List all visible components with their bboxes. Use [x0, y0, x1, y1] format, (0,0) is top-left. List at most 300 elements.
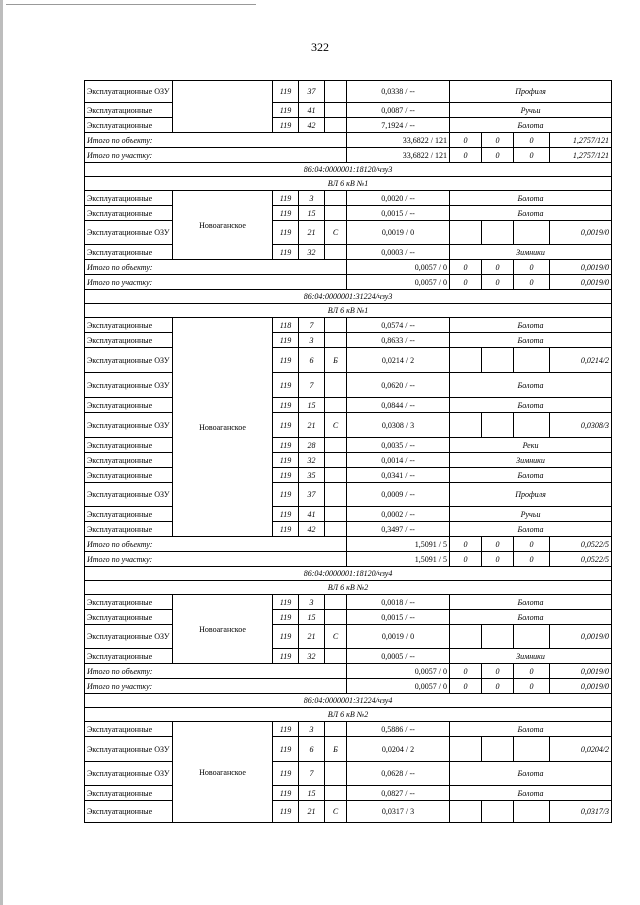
quarter-cell: 119 — [273, 737, 299, 762]
vydel-cell: 6 — [299, 737, 325, 762]
land-category-cell: Эксплуатационные ОЗУ — [85, 737, 173, 762]
total-col-3: 0 — [514, 275, 550, 290]
area-cell: 0,0057 / 0 — [347, 664, 450, 679]
area-value: 0,0035 — [381, 440, 404, 450]
area-cell: 0,0018 / -- — [347, 595, 450, 610]
power-line-header: ВЛ 6 кВ №2 — [85, 581, 612, 595]
quarter-cell: 119 — [273, 398, 299, 413]
total-col-4: 0,0019/0 — [550, 664, 612, 679]
vydel-cell: 21 — [299, 625, 325, 649]
quarter-cell: 119 — [273, 438, 299, 453]
land-category-cell: Эксплуатационные — [85, 610, 173, 625]
total-col-1: 0 — [450, 148, 482, 163]
total-col-4: 0,0522/5 — [550, 537, 612, 552]
land-type-cell: Ручьи — [450, 103, 612, 118]
area-value: 0,0057 — [414, 681, 437, 691]
table-row — [85, 453, 612, 468]
count-value: -- — [409, 455, 415, 465]
table-row — [85, 625, 612, 649]
quarter-cell: 119 — [273, 103, 299, 118]
area-cell: 0,0844 / -- — [347, 398, 450, 413]
land-category-cell: Эксплуатационные ОЗУ — [85, 373, 173, 398]
land-type-cell: Болота — [450, 522, 612, 537]
area-value: 1,5091 — [414, 539, 437, 549]
vydel-cell: 42 — [299, 118, 325, 133]
land-category-cell: Эксплуатационные — [85, 453, 173, 468]
total-col-2: 0 — [482, 148, 514, 163]
total-col-3: 0 — [514, 552, 550, 567]
area-value: 0,0341 — [381, 470, 404, 480]
area-value: 0,0620 — [381, 380, 404, 390]
land-type-cell: Реки — [450, 438, 612, 453]
count-value: -- — [409, 724, 415, 734]
count-value: 0 — [443, 666, 447, 676]
power-line-header: ВЛ 6 кВ №2 — [85, 708, 612, 722]
quarter-cell: 119 — [273, 610, 299, 625]
category-cell — [325, 483, 347, 507]
category-cell — [325, 206, 347, 221]
area-cell: 1,5091 / 5 — [347, 552, 450, 567]
count-value: 121 — [435, 135, 447, 145]
count-value: -- — [409, 400, 415, 410]
land-category-cell: Эксплуатационные — [85, 191, 173, 206]
area-value: 0,0015 — [381, 612, 404, 622]
table-row — [85, 118, 612, 133]
total-col-4: 1,2757/121 — [550, 148, 612, 163]
empty-cell — [450, 625, 482, 649]
quarter-cell: 119 — [273, 453, 299, 468]
area-value: 33,6822 — [402, 135, 429, 145]
count-value: -- — [409, 105, 415, 115]
area-cell: 0,0204 / 2 — [347, 737, 450, 762]
area-value: 0,0057 — [414, 666, 437, 676]
empty-cell — [450, 348, 482, 373]
total-col-4: 0,0019/0 — [550, 275, 612, 290]
area-cell: 0,0827 / -- — [347, 786, 450, 801]
table-row — [85, 610, 612, 625]
total-col-4: 0,0019/0 — [550, 679, 612, 694]
category-cell — [325, 507, 347, 522]
category-cell: С — [325, 221, 347, 245]
area-cell: 0,0005 / -- — [347, 649, 450, 664]
count-value: -- — [409, 320, 415, 330]
vydel-cell: 7 — [299, 762, 325, 786]
count-value: -- — [409, 524, 415, 534]
vydel-cell: 3 — [299, 722, 325, 737]
quarter-cell: 119 — [273, 333, 299, 348]
empty-cell — [482, 348, 514, 373]
table-row — [85, 373, 612, 398]
quarter-cell: 119 — [273, 801, 299, 823]
scan-left-edge — [0, 0, 3, 905]
land-category-cell: Эксплуатационные — [85, 438, 173, 453]
category-cell — [325, 318, 347, 333]
land-type-cell: Зимники — [450, 649, 612, 664]
count-value: 0 — [443, 681, 447, 691]
count-value: -- — [409, 247, 415, 257]
empty-cell — [450, 801, 482, 823]
category-cell — [325, 786, 347, 801]
area-cell: 0,0214 / 2 — [347, 348, 450, 373]
table-row — [85, 581, 612, 595]
ozu-value-cell: 0,0019/0 — [550, 221, 612, 245]
category-cell — [325, 81, 347, 103]
vydel-cell: 21 — [299, 221, 325, 245]
vydel-cell: 32 — [299, 453, 325, 468]
empty-cell — [514, 348, 550, 373]
area-cell: 0,0014 / -- — [347, 453, 450, 468]
land-type-cell: Болота — [450, 318, 612, 333]
table-row — [85, 801, 612, 823]
land-type-cell: Профиля — [450, 483, 612, 507]
land-type-cell: Болота — [450, 722, 612, 737]
ozu-value-cell: 0,0308/3 — [550, 413, 612, 438]
quarter-cell: 119 — [273, 483, 299, 507]
land-type-cell: Болота — [450, 398, 612, 413]
area-value: 0,0014 — [381, 455, 404, 465]
count-value: 3 — [410, 420, 415, 430]
land-type-cell: Профиля — [450, 81, 612, 103]
quarter-cell: 119 — [273, 221, 299, 245]
vydel-cell: 37 — [299, 483, 325, 507]
count-value: 121 — [435, 150, 447, 160]
vydel-cell: 35 — [299, 468, 325, 483]
area-cell: 0,0317 / 3 — [347, 801, 450, 823]
empty-cell — [514, 625, 550, 649]
vydel-cell: 37 — [299, 81, 325, 103]
count-value: 0 — [410, 228, 415, 237]
forestry-cell: Новоаганское — [173, 191, 273, 260]
quarter-cell: 119 — [273, 625, 299, 649]
total-col-4: 0,0019/0 — [550, 260, 612, 275]
count-value: -- — [409, 380, 415, 390]
area-cell: 0,0002 / -- — [347, 507, 450, 522]
quarter-cell: 119 — [273, 649, 299, 664]
category-cell — [325, 722, 347, 737]
area-value: 1,5091 — [414, 554, 437, 564]
area-value: 0,0005 — [381, 651, 404, 661]
total-col-2: 0 — [482, 133, 514, 148]
quarter-cell: 119 — [273, 348, 299, 373]
vydel-cell: 21 — [299, 413, 325, 438]
scan-top-rule — [6, 4, 256, 5]
object-total-label: Итого по объекту: — [85, 133, 347, 148]
empty-cell — [482, 413, 514, 438]
area-cell: 0,0019 / 0 — [347, 221, 450, 245]
total-col-3: 0 — [514, 664, 550, 679]
land-category-cell: Эксплуатационные — [85, 801, 173, 823]
land-type-cell: Болота — [450, 191, 612, 206]
vydel-cell: 21 — [299, 801, 325, 823]
area-cell: 0,0620 / -- — [347, 373, 450, 398]
area-cell: 0,0087 / -- — [347, 103, 450, 118]
ozu-value-cell: 0,0019/0 — [550, 625, 612, 649]
table-row — [85, 567, 612, 581]
category-cell — [325, 762, 347, 786]
land-category-cell: Эксплуатационные — [85, 507, 173, 522]
vydel-cell: 6 — [299, 348, 325, 373]
area-cell: 0,0015 / -- — [347, 610, 450, 625]
land-category-cell: Эксплуатационные — [85, 245, 173, 260]
category-cell — [325, 438, 347, 453]
total-col-4: 1,2757/121 — [550, 133, 612, 148]
total-col-3: 0 — [514, 679, 550, 694]
area-value: 0,0338 — [381, 87, 404, 96]
ozu-value-cell: 0,0214/2 — [550, 348, 612, 373]
area-cell: 0,3497 / -- — [347, 522, 450, 537]
table-row — [85, 245, 612, 260]
vydel-cell: 3 — [299, 333, 325, 348]
plot-total-label: Итого по участку: — [85, 552, 347, 567]
table-row — [85, 304, 612, 318]
table-row — [85, 762, 612, 786]
count-value: -- — [409, 87, 415, 96]
quarter-cell: 119 — [273, 786, 299, 801]
land-type-cell: Зимники — [450, 453, 612, 468]
table-row — [85, 786, 612, 801]
area-value: 0,5886 — [381, 724, 404, 734]
empty-cell — [482, 221, 514, 245]
table-row — [85, 348, 612, 373]
area-cell: 0,0019 / 0 — [347, 625, 450, 649]
area-cell: 0,0009 / -- — [347, 483, 450, 507]
land-category-cell: Эксплуатационные — [85, 468, 173, 483]
total-col-2: 0 — [482, 260, 514, 275]
category-cell — [325, 373, 347, 398]
table-row — [85, 81, 612, 103]
area-cell: 0,0020 / -- — [347, 191, 450, 206]
count-value: -- — [409, 612, 415, 622]
object-total-label: Итого по объекту: — [85, 664, 347, 679]
table-row — [85, 595, 612, 610]
table-row — [85, 679, 612, 694]
area-value: 33,6822 — [402, 150, 429, 160]
table-row — [85, 522, 612, 537]
total-col-1: 0 — [450, 275, 482, 290]
table-row — [85, 507, 612, 522]
table-row — [85, 290, 612, 304]
area-cell: 33,6822 / 121 — [347, 148, 450, 163]
category-cell: С — [325, 801, 347, 823]
cadastral-number-header: 86:04:0000001:18120/чзу4 — [85, 567, 612, 581]
quarter-cell: 119 — [273, 118, 299, 133]
count-value: -- — [409, 335, 415, 345]
area-value: 0,0015 — [381, 208, 404, 218]
total-col-3: 0 — [514, 133, 550, 148]
table-row — [85, 206, 612, 221]
quarter-cell: 119 — [273, 245, 299, 260]
land-type-cell: Болота — [450, 118, 612, 133]
count-value: -- — [409, 769, 415, 778]
category-cell: С — [325, 413, 347, 438]
table-row — [85, 333, 612, 348]
category-cell — [325, 649, 347, 664]
land-category-cell: Эксплуатационные ОЗУ — [85, 483, 173, 507]
area-cell: 0,0035 / -- — [347, 438, 450, 453]
empty-cell — [450, 221, 482, 245]
category-cell: С — [325, 625, 347, 649]
land-type-cell: Болота — [450, 333, 612, 348]
land-category-cell: Эксплуатационные ОЗУ — [85, 762, 173, 786]
cadastral-number-header: 86:04:0000001:31224/чзу3 — [85, 290, 612, 304]
table-row — [85, 163, 612, 177]
vydel-cell: 3 — [299, 191, 325, 206]
land-category-cell: Эксплуатационные — [85, 333, 173, 348]
area-value: 0,0214 — [381, 355, 404, 365]
area-value: 0,0057 — [414, 277, 437, 287]
cadastral-number-header: 86:04:0000001:18120/чзу3 — [85, 163, 612, 177]
total-col-2: 0 — [482, 679, 514, 694]
land-type-cell: Болота — [450, 468, 612, 483]
empty-cell — [450, 413, 482, 438]
total-col-4: 0,0522/5 — [550, 552, 612, 567]
ozu-value-cell: 0,0204/2 — [550, 737, 612, 762]
vydel-cell: 7 — [299, 373, 325, 398]
count-value: -- — [409, 208, 415, 218]
count-value: 0 — [443, 277, 447, 287]
count-value: 2 — [410, 744, 415, 754]
count-value: 2 — [410, 355, 415, 365]
table-row — [85, 133, 612, 148]
page-number: 322 — [311, 40, 329, 54]
total-col-2: 0 — [482, 552, 514, 567]
vydel-cell: 41 — [299, 507, 325, 522]
land-type-cell: Зимники — [450, 245, 612, 260]
area-cell: 0,8633 / -- — [347, 333, 450, 348]
category-cell — [325, 468, 347, 483]
table-row — [85, 537, 612, 552]
count-value: 5 — [443, 554, 447, 564]
power-line-header: ВЛ 6 кВ №1 — [85, 304, 612, 318]
area-value: 0,0574 — [381, 320, 404, 330]
count-value: 3 — [410, 807, 415, 816]
power-line-header: ВЛ 6 кВ №1 — [85, 177, 612, 191]
cadastral-number-header: 86:04:0000001:31224/чзу4 — [85, 694, 612, 708]
table-row — [85, 275, 612, 290]
quarter-cell: 119 — [273, 762, 299, 786]
table-row — [85, 483, 612, 507]
area-cell: 0,0015 / -- — [347, 206, 450, 221]
plot-total-label: Итого по участку: — [85, 148, 347, 163]
count-value: -- — [409, 651, 415, 661]
category-cell — [325, 103, 347, 118]
vydel-cell: 42 — [299, 522, 325, 537]
land-category-cell: Эксплуатационные — [85, 206, 173, 221]
table-row — [85, 148, 612, 163]
land-category-cell: Эксплуатационные — [85, 649, 173, 664]
area-cell: 0,0574 / -- — [347, 318, 450, 333]
forestry-cell — [173, 81, 273, 133]
count-value: -- — [409, 788, 415, 798]
category-cell — [325, 453, 347, 468]
empty-cell — [482, 737, 514, 762]
table-row — [85, 664, 612, 679]
count-value: -- — [409, 470, 415, 480]
vydel-cell: 15 — [299, 206, 325, 221]
count-value: -- — [409, 597, 415, 607]
total-col-1: 0 — [450, 133, 482, 148]
total-col-3: 0 — [514, 260, 550, 275]
land-type-cell: Болота — [450, 786, 612, 801]
quarter-cell: 119 — [273, 468, 299, 483]
land-plots-table — [84, 80, 612, 823]
category-cell — [325, 191, 347, 206]
area-value: 0,0628 — [381, 769, 404, 778]
area-value: 0,0020 — [381, 193, 404, 203]
land-category-cell: Эксплуатационные — [85, 786, 173, 801]
vydel-cell: 32 — [299, 245, 325, 260]
area-cell: 0,5886 / -- — [347, 722, 450, 737]
total-col-1: 0 — [450, 537, 482, 552]
quarter-cell: 119 — [273, 722, 299, 737]
table-row — [85, 468, 612, 483]
area-value: 0,3497 — [381, 524, 404, 534]
land-category-cell: Эксплуатационные — [85, 522, 173, 537]
area-cell: 0,0338 / -- — [347, 81, 450, 103]
plot-total-label: Итого по участку: — [85, 679, 347, 694]
land-category-cell: Эксплуатационные ОЗУ — [85, 413, 173, 438]
area-cell: 0,0628 / -- — [347, 762, 450, 786]
quarter-cell: 119 — [273, 206, 299, 221]
quarter-cell: 119 — [273, 595, 299, 610]
land-category-cell: Эксплуатационные — [85, 118, 173, 133]
area-cell: 33,6822 / 121 — [347, 133, 450, 148]
land-category-cell: Эксплуатационные — [85, 398, 173, 413]
total-col-1: 0 — [450, 679, 482, 694]
forestry-cell: Новоаганское — [173, 722, 273, 823]
quarter-cell: 119 — [273, 413, 299, 438]
land-type-cell: Болота — [450, 206, 612, 221]
count-value: -- — [409, 193, 415, 203]
area-cell: 0,0308 / 3 — [347, 413, 450, 438]
quarter-cell: 119 — [273, 373, 299, 398]
land-category-cell: Эксплуатационные ОЗУ — [85, 81, 173, 103]
category-cell — [325, 610, 347, 625]
land-type-cell: Болота — [450, 610, 612, 625]
table-row — [85, 552, 612, 567]
category-cell — [325, 245, 347, 260]
empty-cell — [514, 801, 550, 823]
area-value: 0,8633 — [381, 335, 404, 345]
category-cell — [325, 398, 347, 413]
total-col-1: 0 — [450, 552, 482, 567]
area-cell: 0,0057 / 0 — [347, 275, 450, 290]
vydel-cell: 15 — [299, 610, 325, 625]
land-type-cell: Болота — [450, 373, 612, 398]
total-col-2: 0 — [482, 537, 514, 552]
quarter-cell: 119 — [273, 507, 299, 522]
area-value: 7,1924 — [381, 120, 404, 130]
area-cell: 0,0057 / 0 — [347, 679, 450, 694]
vydel-cell: 41 — [299, 103, 325, 118]
vydel-cell: 15 — [299, 786, 325, 801]
total-col-3: 0 — [514, 537, 550, 552]
count-value: -- — [409, 509, 415, 519]
quarter-cell: 119 — [273, 191, 299, 206]
area-value: 0,0003 — [381, 247, 404, 257]
category-cell — [325, 522, 347, 537]
total-col-3: 0 — [514, 148, 550, 163]
category-cell — [325, 595, 347, 610]
count-value: -- — [409, 440, 415, 450]
vydel-cell: 28 — [299, 438, 325, 453]
empty-cell — [482, 801, 514, 823]
area-value: 0,0308 — [381, 420, 404, 430]
quarter-cell: 119 — [273, 522, 299, 537]
table-row — [85, 438, 612, 453]
area-value: 0,0827 — [381, 788, 404, 798]
table-row — [85, 398, 612, 413]
